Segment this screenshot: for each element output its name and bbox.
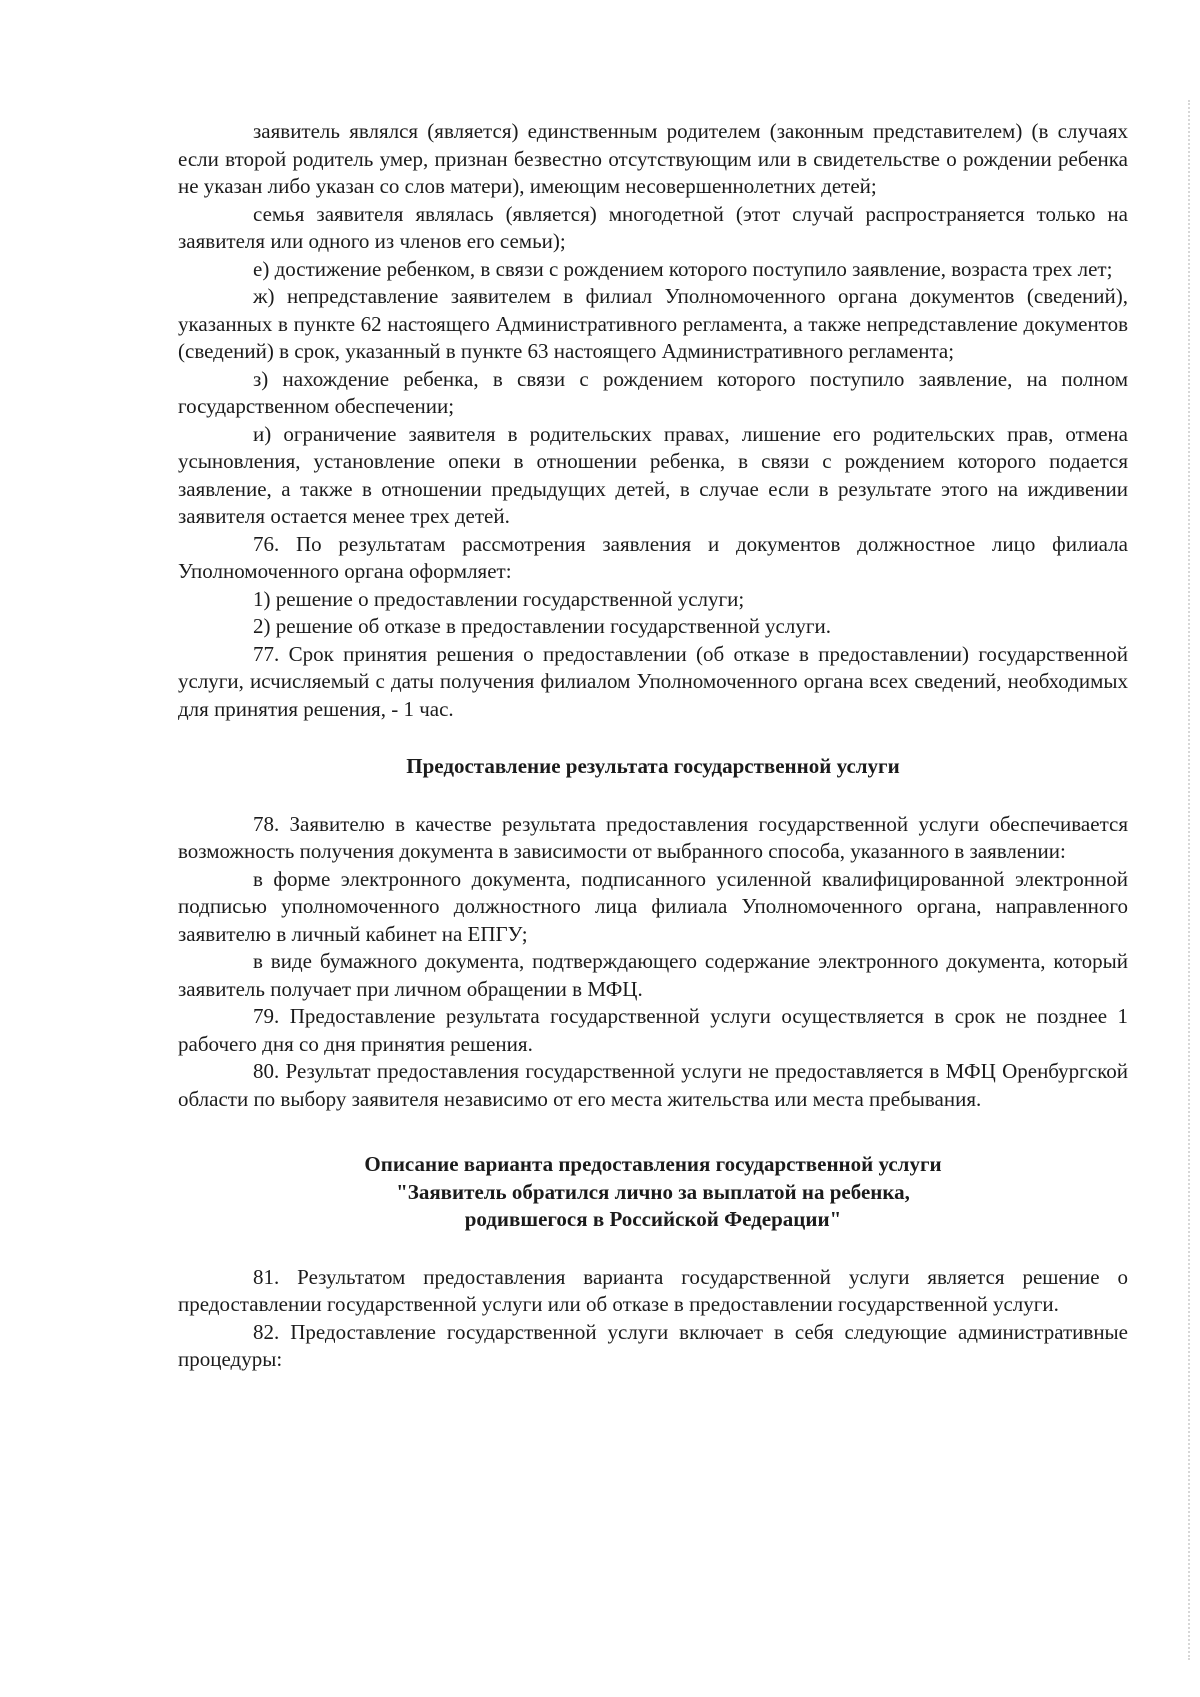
paragraph: 81. Результатом предоставления варианта государственной услуги является решение о предоставлении государственной услуги или об отказе в предоставлении государственной услуги. xyxy=(178,1264,1128,1316)
paragraph: 79. Предоставление результата государственной услуги осуществляется в срок не позднее 1 рабочего дня со дня принятия решения. xyxy=(178,1004,1128,1056)
section-heading-result: Предоставление результата государственной услуги xyxy=(406,754,900,778)
paragraph: 76. По результатам рассмотрения заявления и документов должностное лицо филиала Уполномоченного органа оформляет: xyxy=(178,531,1128,583)
paragraph: 80. Результат предоставления государственной услуги не предоставляется в МФЦ Оренбургской области по выбору заявителя независимо от его места жительства или места пребывания. xyxy=(178,1059,1128,1111)
paragraph: в виде бумажного документа, подтверждающего содержание электронного документа, который заявитель получает при личном обращении в МФЦ. xyxy=(178,949,1128,1001)
document-page xyxy=(178,118,1128,1374)
paragraph: 77. Срок принятия решения о предоставлении (об отказе в предоставлении) государственной услуги, исчисляемый с даты получения филиалом Уполномоченного органа всех сведений, необходимых для принятия решения, - 1 час. xyxy=(178,641,1128,721)
heading-line: Описание варианта предоставления государственной услуги xyxy=(364,1152,942,1176)
paragraph: 1) решение о предоставлении государственной услуги; xyxy=(253,586,745,611)
paragraph: в форме электронного документа, подписанного усиленной квалифицированной электронной подписью уполномоченного должностного лица филиала Уполномоченного органа, направленного заявителю в личный кабинет на ЕПГУ; xyxy=(178,866,1128,946)
paragraph: 78. Заявителю в качестве результата предоставления государственной услуги обеспечивается возможность получения документа в зависимости от выбранного способа, указанного в заявлении: xyxy=(178,811,1128,863)
paragraph: 2) решение об отказе в предоставлении государственной услуги. xyxy=(253,614,831,638)
scan-edge-border xyxy=(1188,100,1190,1660)
paragraph: семья заявителя являлась (является) многодетной (этот случай распространяется только на заявителя или одного из членов его семьи); xyxy=(178,201,1128,253)
heading-line: родившегося в Российской Федерации" xyxy=(464,1207,842,1231)
paragraph: ж) непредставление заявителем в филиал Уполномоченного органа документов (сведений), указанных в пункте 62 настоящего Административного регламента, а также непредставление документов (сведений) в срок, указанный в пункте 63 настоящего Административного регламента; xyxy=(178,284,1128,363)
section-heading-variant xyxy=(178,1151,1128,1234)
paragraph: 82. Предоставление государственной услуги включает в себя следующие административные процедуры: xyxy=(178,1319,1128,1371)
paragraph: заявитель являлся (является) единственным родителем (законным представителем) (в случаях если второй родитель умер, признан безвестно отсутствующим или в свидетельстве о рождении ребенка не указан либо указан со слов матери), имеющим несовершеннолетних детей; xyxy=(178,119,1128,198)
heading-line: "Заявитель обратился лично за выплатой на ребенка, xyxy=(396,1179,910,1204)
paragraph: з) нахождение ребенка, в связи с рождением которого поступило заявление, на полном государственном обеспечении; xyxy=(178,366,1128,418)
paragraph: и) ограничение заявителя в родительских правах, лишение его родительских прав, отмена усыновления, установление опеки в отношении ребенка, в связи с рождением которого подается заявление, а также в отношении предыдущих детей, в случае если в результате этого на иждивении заявителя остается менее трех детей. xyxy=(178,421,1128,528)
paragraph: е) достижение ребенком, в связи с рождением которого поступило заявление, возраста трех лет; xyxy=(253,256,1113,281)
